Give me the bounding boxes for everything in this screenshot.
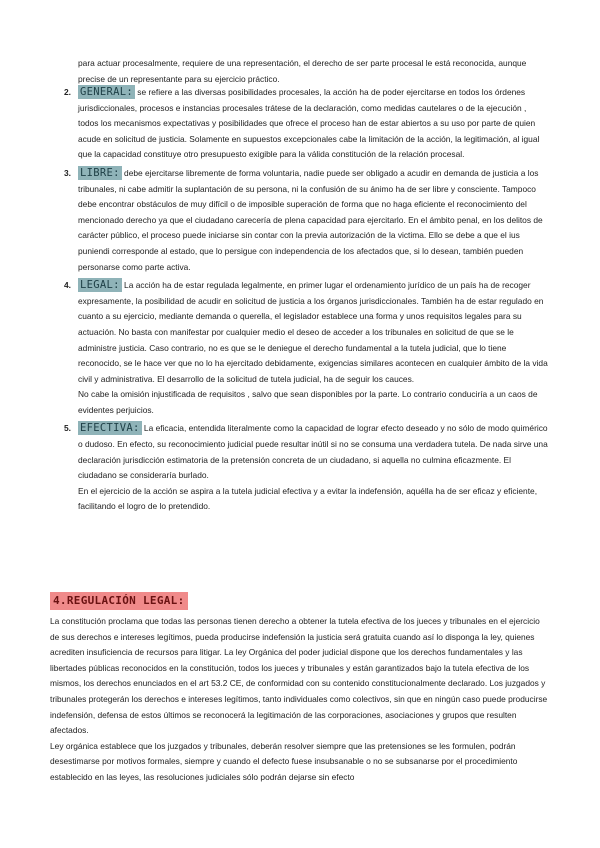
item-number: 5. [64, 423, 71, 434]
item-text [78, 278, 548, 387]
section-title: 4.REGULACIÓN LEGAL: [50, 592, 188, 610]
keyword-legal: LEGAL: [80, 279, 120, 292]
item-extra: No cabe la omisión injustificada de requisitos , salvo que sean disponibles por la parte. Lo contrario conduciría a un caos de evidentes perjuicios. [78, 389, 538, 415]
section-paragraph: La constitución proclama que todas las personas tienen derecho a obtener la tutela efectiva de los jueces y tribunales en el ejercicio de sus derechos e intereses legítimos, pueda producirse indefensión la justicia será gratuita cuando así lo disponga la ley, quienes acrediten insuficiencia de recursos para litigar. La ley Orgánica del poder judicial dispone que los derechos fundamentales y las libertades públicas reconocidos en la constitución, todos los jueces y tribunales y están garantizados bajo la tutela efectiva de los mismos, los derechos enunciados en el art 53.2 CE, de conformidad con su contenido constitucionalmente declarado. Los juzgados y tribunales protegerán los derechos e intereses legítimos, tanto individuales como colectivos, sin que en ningún caso puede producirse indefensión, defensa de estos últimos se reconocerá la legitimación de las corporaciones, asociaciones y grupos que resulten afectados. [50, 616, 548, 736]
item-body: La acción ha de estar regulada legalmente, en primer lugar el ordenamiento jurídico de un país ha de recoger expresamente, la posibilidad de acudir en solicitud de justicia a los órganos jurisdiccionales. También ha de estar regulado en cuanto a su ejercicio, mediante demanda o querella, el legislador establece una forma y unos requisitos legales para su actuación. No basta con manifestar por cualquier medio el deseo de acceder a los tribunales en solicitud de que se le administre justicia. Caso contrario, no es que se le deniegue el derecho fundamental a la tutela judicial, que lo tiene reconocido, se le hace ver que no lo ha ejercitado debidamente, exigencias similares acontecen en cualquier ámbito de la vida civil y administrativa. El desarrollo de la solicitud de tutela judicial, ha de seguir los cauces. [78, 280, 548, 384]
list-item-general [64, 85, 548, 163]
keyword-efectiva: EFECTIVA: [80, 422, 140, 435]
item-text [78, 166, 548, 275]
list-item-legal [64, 278, 548, 418]
item-text [78, 421, 548, 483]
item-body: La eficacia, entendida literalmente como la capacidad de lograr efecto deseado y no sólo de modo quimérico o dudoso. En efecto, su reconocimiento judicial puede resultar inútil si no se consuma una verdadera tutela. De nada sirve una declaración jurisdicción estimatoria de la pretensión concreta de un ciudadano, si aquella no culmina eficazmente. El ciudadano se consideraría burlado. [78, 423, 548, 481]
list-item-efectiva [64, 421, 548, 515]
section-body [50, 614, 550, 786]
item-body: debe ejercitarse libremente de forma voluntaria, nadie puede ser obligado a acudir en demanda de justicia a los tribunales, ni cabe admitir la suplantación de su persona, ni la confusión de su ánimo ha de ser libre y consciente. Tampoco debe encontrar obstáculos de muy difícil o de imposible superación de forma que no haga eficiente el reconocimiento del mencionado derecho ya que el ciudadano carecería de plena capacidad para ejercitarlo. En el ámbito penal, en los delitos de carácter público, el proceso puede iniciarse sin contar con la previa autorización de la victima. Ello se debe a que el ius puniendi corresponde al estado, que lo persigue con independencia de los afectados que, si lo desean, también pueden personarse como parte activa. [78, 167, 543, 272]
intro-paragraph: para actuar procesalmente, requiere de una representación, el derecho de ser parte procesal le está reconocida, aunque precise de un representante para su ejercicio práctico. [78, 58, 527, 84]
item-text [78, 85, 548, 163]
keyword-general: GENERAL: [80, 86, 133, 98]
item-number: 4. [64, 280, 71, 291]
item-number: 2. [64, 87, 71, 97]
keyword-libre: LIBRE: [80, 166, 120, 179]
section-paragraph: Ley orgánica establece que los juzgados y tribunales, deberán resolver siempre que las pretensiones se les formulen, podrán desestimarse por motivos formales, siempre y cuando el defecto fuese insubsanable o no se subsanarse por el procedimiento establecido en las leyes, las resoluciones judiciales sólo podrán dejarse sin efecto [50, 740, 518, 782]
item-number: 3. [64, 167, 71, 178]
list-item-libre [64, 166, 548, 275]
item-body: se refiere a las diversas posibilidades procesales, la acción ha de poder ejercitarse en todos los órdenes jurisdiccionales, procesos e instancias procesales trátese de la declaración, como medidas cautelares o de la ejecución , todos los mecanismos expectativas y posibilidades que ofrece el proceso han de estar abiertos a su uso por parte de quien acude en solicitud de justicia. Solamente en supuestos excepcionales cabe la limitación de la acción, la legitimación, al igual que la capacidad constituye otro presupuesto exigible para la válida constitución de la relación procesal. [78, 87, 540, 160]
item-extra: En el ejercicio de la acción se aspira a la tutela judicial efectiva y a evitar la indefensión, aquélla ha de ser eficaz y eficiente, facilitando el logro de lo pretendido. [78, 485, 538, 512]
principles-list [64, 85, 548, 518]
